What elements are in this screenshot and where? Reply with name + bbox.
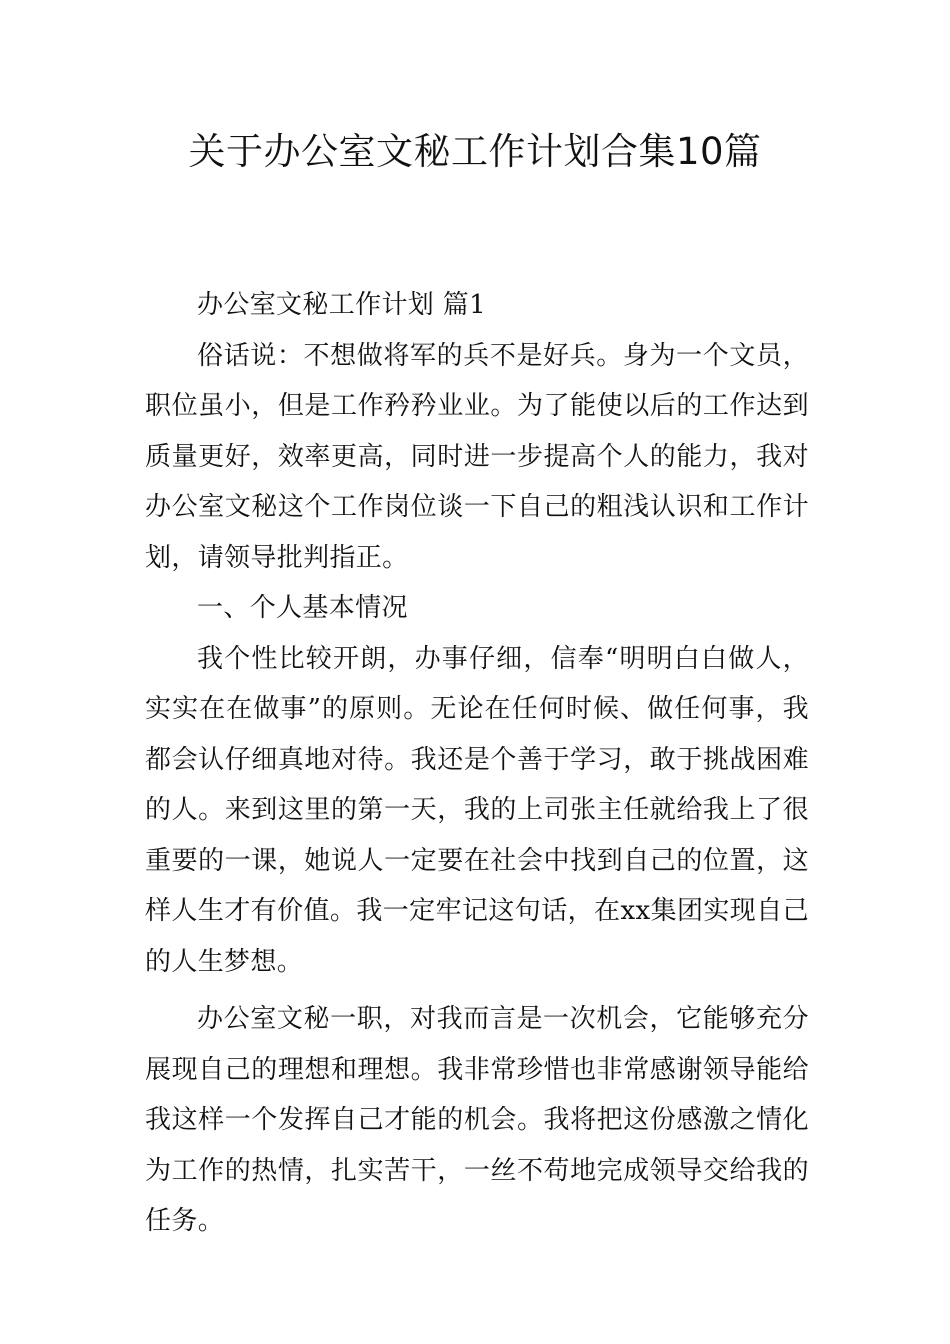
section-heading-personal-info: 一、个人基本情况 bbox=[197, 593, 408, 623]
document-body bbox=[145, 280, 809, 1247]
paragraph-opportunity: 办公室文秘一职，对我而言是一次机会，它能够充分展现自己的理想和理想。我非常珍惜也非常感谢领导能给我这样一个发挥自己才能的机会。我将把这份感激之情化为工作的热情，扎实苦干，一丝不苟地完成领导交给我的任务。 bbox=[145, 1004, 809, 1236]
paragraph-personality: 我个性比较开朗，办事仔细，信奉“明明白白做人，实实在在做事”的原则。无论在任何时候、做任何事，我都会认仔细真地对待。我还是个善于学习，敢于挑战困难的人。来到这里的第一天，我的上司张主任就给我上了很重要的一课，她说人一定要在社会中找到自己的位置，这样人生才有价值。我一定牢记这句话，在xx集团实现自己的人生梦想。 bbox=[145, 643, 809, 977]
article-heading: 办公室文秘工作计划 篇1 bbox=[197, 290, 487, 320]
document-title: 关于办公室文秘工作计划合集10篇 bbox=[188, 130, 762, 173]
paragraph-intro: 俗话说：不想做将军的兵不是好兵。身为一个文员，职位虽小，但是工作矜矜业业。为了能使以后的工作达到质量更好，效率更高，同时进一步提高个人的能力，我对办公室文秘这个工作岗位谈一下自己的粗浅认识和工作计划，请领导批判指正。 bbox=[145, 340, 809, 573]
